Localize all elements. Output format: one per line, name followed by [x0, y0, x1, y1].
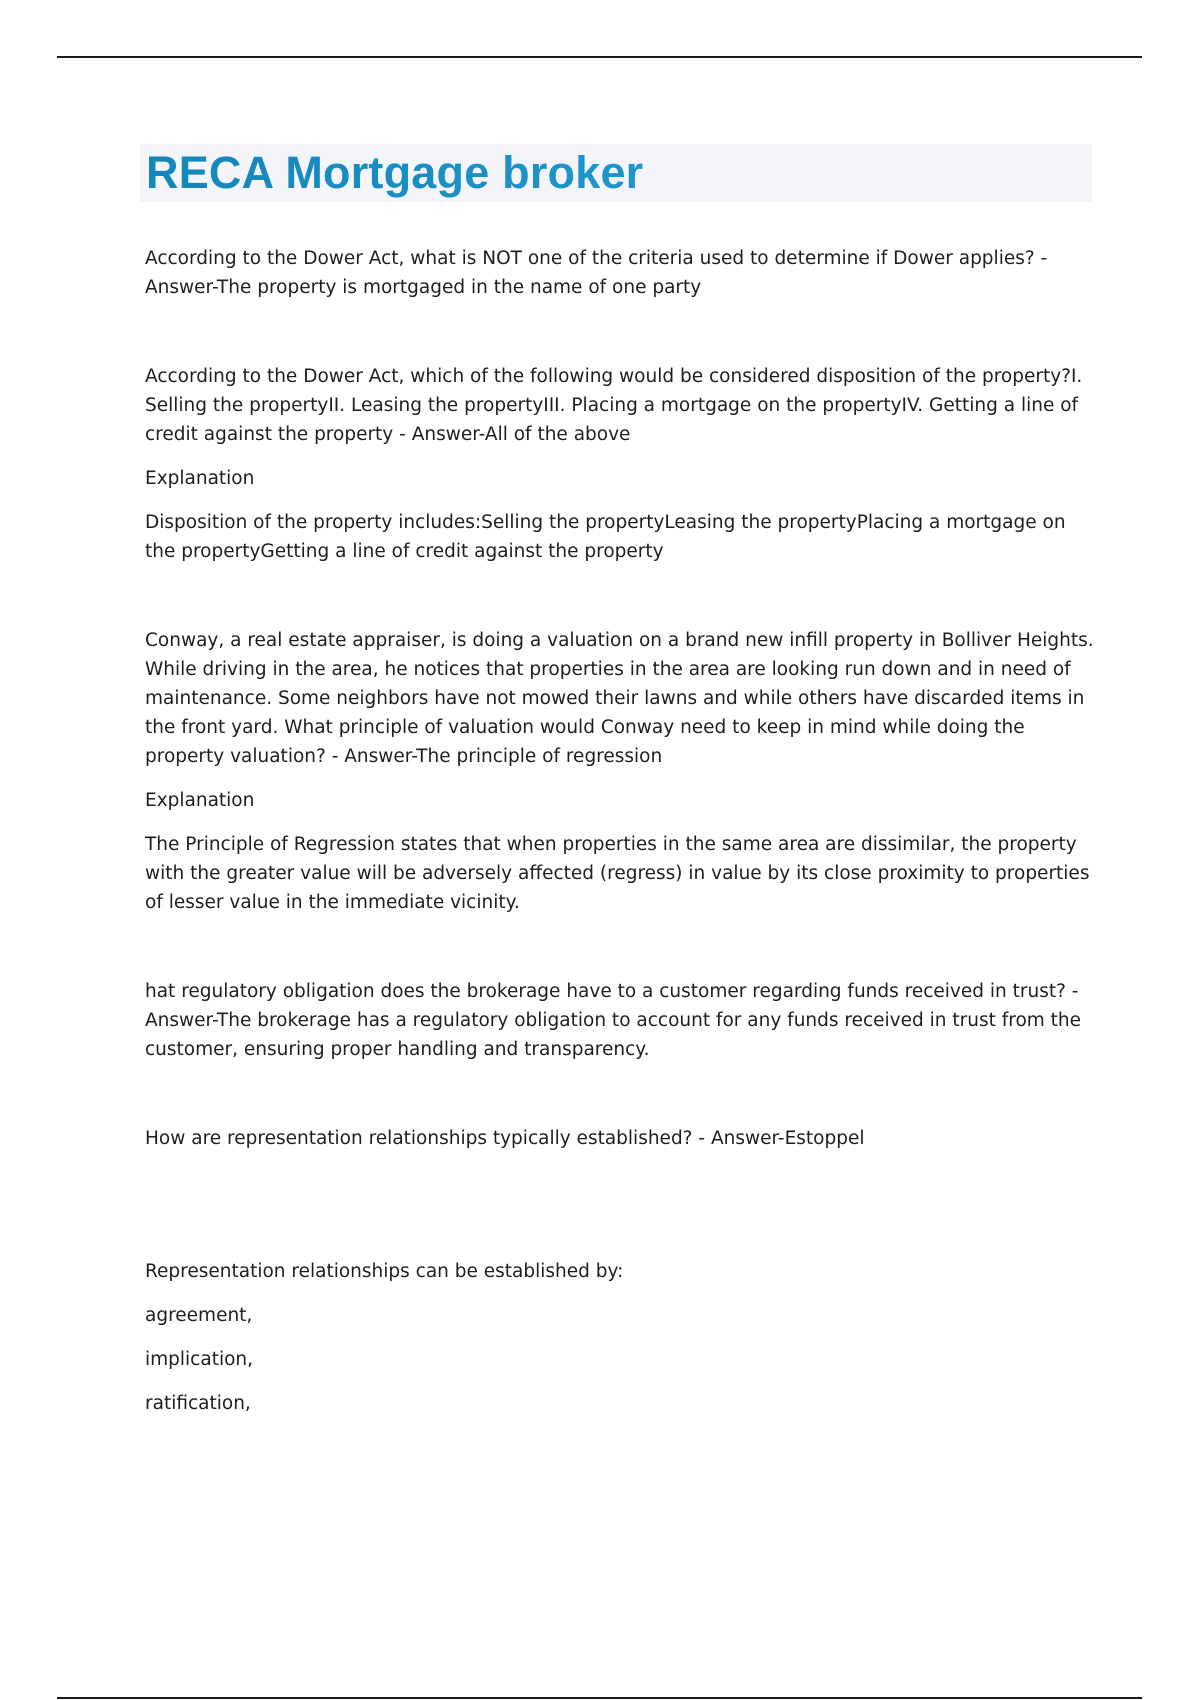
explanation-heading: Explanation	[145, 790, 255, 811]
spacer	[145, 771, 1095, 786]
explanation-text: The Principle of Regression states that when properties in the same area are dissimilar, the property with the greater value will be adversely affected (regress) in value by its close proximity to properties of lesser value in the immediate vicinity.	[145, 834, 1090, 913]
spacer	[145, 917, 1095, 977]
document-body	[145, 244, 1095, 1418]
document-title: RECA Mortgage broker	[146, 147, 644, 198]
spacer	[145, 566, 1095, 626]
question-dower-disposition: According to the Dower Act, which of the following would be considered disposition of the property?I. Selling the propertyII. Leasing the propertyIII. Placing a mortgage on the propertyIV. Getting a line of credit against the property - Answer-All of the above	[145, 366, 1083, 445]
question-conway-valuation: Conway, a real estate appraiser, is doing a valuation on a brand new infill property in Bolliver Heights. While driving in the area, he notices that properties in the area are looking run down and in need of maintenance. Some neighbors have not mowed their lawns and while others have discarded items in the front yard. What principle of valuation would Conway need to keep in mind while doing the property valuation? - Answer-The principle of regression	[145, 630, 1094, 767]
spacer	[145, 493, 1095, 508]
question-trust-funds: hat regulatory obligation does the brokerage have to a customer regarding funds received in trust? - Answer-The brokerage has a regulatory obligation to account for any funds received in trust from the customer, ensuring proper handling and transparency.	[145, 981, 1082, 1060]
title-band	[140, 144, 1092, 202]
question-dower-criteria: According to the Dower Act, what is NOT one of the criteria used to determine if Dower applies? - Answer-The property is mortgaged in the name of one party	[145, 248, 1048, 298]
list-item: agreement,	[145, 1305, 253, 1326]
list-item: implication,	[145, 1349, 254, 1370]
spacer	[145, 302, 1095, 362]
top-rule	[57, 56, 1142, 58]
spacer	[145, 1330, 1095, 1345]
spacer	[145, 1286, 1095, 1301]
representation-intro: Representation relationships can be established by:	[145, 1261, 624, 1282]
question-representation: How are representation relationships typically established? - Answer-Estoppel	[145, 1128, 865, 1149]
explanation-heading: Explanation	[145, 468, 255, 489]
list-item: ratification,	[145, 1393, 251, 1414]
spacer	[145, 1153, 1095, 1257]
spacer	[145, 1064, 1095, 1124]
spacer	[145, 1374, 1095, 1389]
bottom-rule	[57, 1697, 1142, 1699]
explanation-text: Disposition of the property includes:Selling the propertyLeasing the propertyPlacing a mortgage on the propertyGetting a line of credit against the property	[145, 512, 1066, 562]
spacer	[145, 449, 1095, 464]
spacer	[145, 815, 1095, 830]
